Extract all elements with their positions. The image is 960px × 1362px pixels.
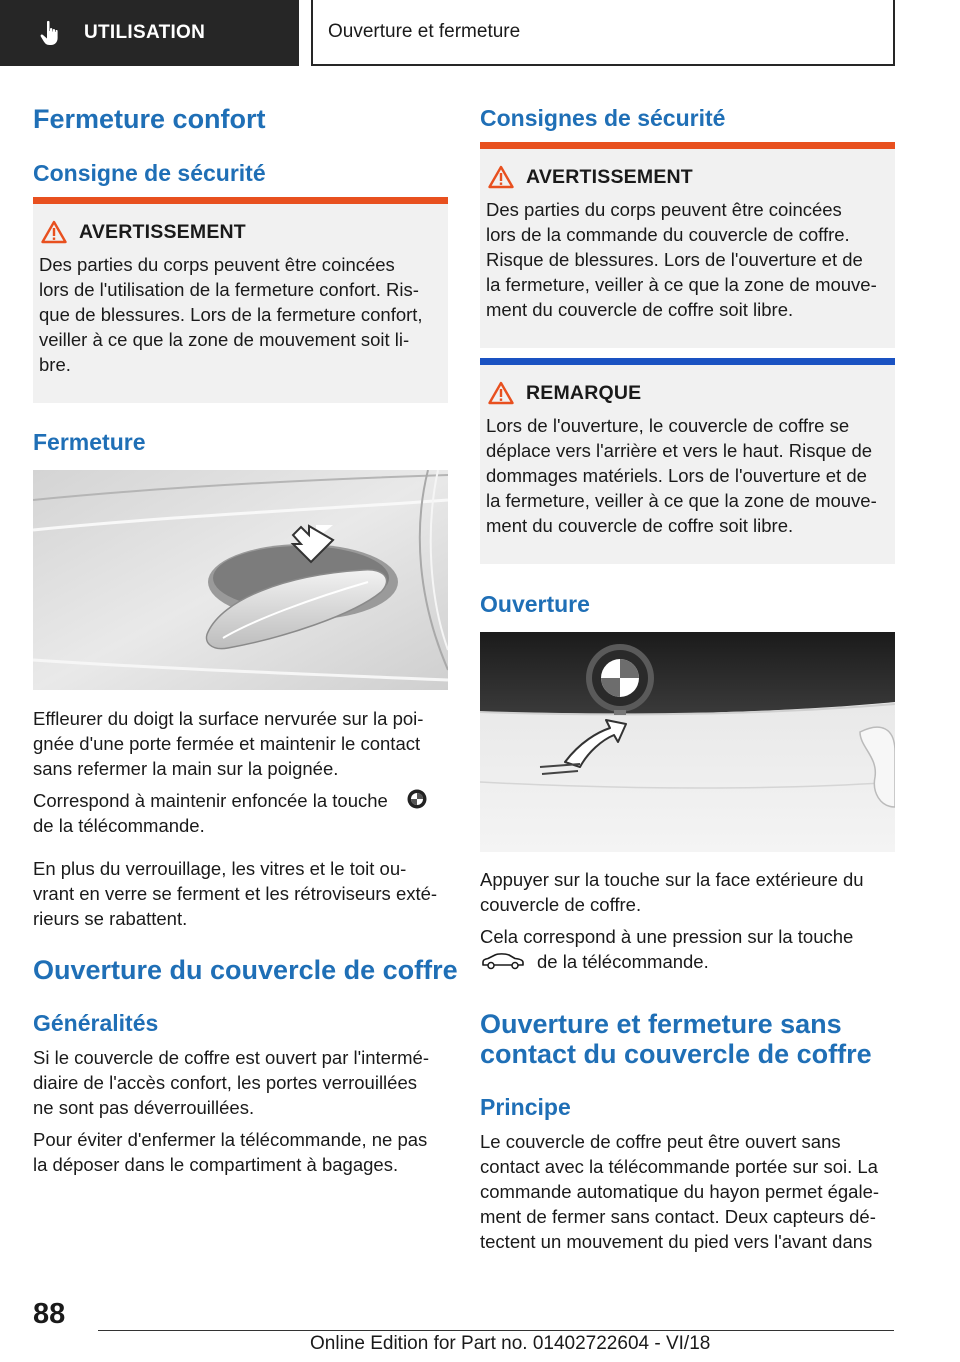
plus-text-line: rieurs se rabattent. xyxy=(33,908,188,929)
cela-line-1: Cela correspond à une pression sur la touche xyxy=(480,926,854,947)
warning-line: que de blessures. Lors de la fermeture confort, xyxy=(39,304,423,325)
correspond-text xyxy=(33,788,388,813)
fermeture-text-line: sans refermer la main sur la poignée. xyxy=(33,758,339,779)
heading-sans-contact-1: Ouverture et fermeture sans xyxy=(480,1009,842,1039)
warning-line: Des parties du corps peuvent être coincées xyxy=(39,254,395,275)
section-label: UTILISATION xyxy=(84,22,206,43)
heading-consignes-securite: Consignes de sécurité xyxy=(480,105,726,131)
heading-ouverture: Ouverture xyxy=(480,591,590,617)
generalites-text-line: diaire de l'accès confort, les portes verrouillées xyxy=(33,1072,417,1093)
warning-line: Risque de blessures. Lors de l'ouverture et de xyxy=(486,249,863,270)
principe-text-line: contact avec la télécommande portée sur soi. La xyxy=(480,1156,878,1177)
cela-line-2: de la télécommande. xyxy=(537,951,709,972)
page-number: 88 xyxy=(33,1298,66,1330)
page-header xyxy=(0,0,960,66)
warning-triangle-icon xyxy=(488,165,514,189)
appuyer-text-line: Appuyer sur la touche sur la face extérieure du xyxy=(480,869,864,890)
warning-triangle-icon xyxy=(488,381,514,405)
correspond-line-1: Correspond à maintenir enfoncée la touche xyxy=(33,790,388,811)
generalites-text-line: Si le couvercle de coffre est ouvert par l'intermé- xyxy=(33,1047,429,1068)
heading-ouverture-couvercle: Ouverture du couvercle de coffre xyxy=(33,955,458,985)
fermeture-text-line: Effleurer du doigt la surface nervurée sur la poi- xyxy=(33,708,424,729)
warning-line: bre. xyxy=(39,354,71,375)
door-handle-illustration xyxy=(33,470,448,690)
warning-line: la fermeture, veiller à ce que la zone de mouve- xyxy=(486,274,877,295)
heading-generalites: Généralités xyxy=(33,1010,159,1036)
warning-box-coffre xyxy=(480,142,895,348)
eviter-text-line: la déposer dans le compartiment à bagages. xyxy=(33,1154,399,1175)
warning-line: lors de la commande du couvercle de coffre. xyxy=(486,224,850,245)
principe-text-line: Le couvercle de coffre peut être ouvert sans xyxy=(480,1131,841,1152)
heading-principe: Principe xyxy=(480,1094,571,1120)
car-trunk-key-icon xyxy=(481,951,525,971)
note-line: la fermeture, veiller à ce que la zone de mouve- xyxy=(486,490,877,511)
note-box-remarque xyxy=(480,358,895,564)
bmw-logo-key-icon xyxy=(407,789,427,809)
warning-title: AVERTISSEMENT xyxy=(526,165,693,188)
warning-line: Des parties du corps peuvent être coincées xyxy=(486,199,842,220)
footer-divider xyxy=(98,1330,894,1331)
hand-pointer-icon xyxy=(40,20,62,46)
chapter-label: Ouverture et fermeture xyxy=(328,21,521,42)
note-title: REMARQUE xyxy=(526,381,642,404)
principe-text-line: ment de fermer sans contact. Deux capteurs dé- xyxy=(480,1206,876,1227)
plus-text-line: En plus du verrouillage, les vitres et le toit ou- xyxy=(33,858,407,879)
warning-line: veiller à ce que la zone de mouvement soit li- xyxy=(39,329,410,350)
plus-text-line: vrant en verre se ferment et les rétroviseurs exté- xyxy=(33,883,438,904)
note-line: Lors de l'ouverture, le couvercle de coffre se xyxy=(486,415,850,436)
heading-fermeture: Fermeture xyxy=(33,429,146,455)
principe-text-line: commande automatique du hayon permet égale- xyxy=(480,1181,880,1202)
chapter-tab xyxy=(311,0,895,66)
correspond-line-2: de la télécommande. xyxy=(33,815,205,836)
trunk-button-illustration xyxy=(480,632,895,852)
warning-line: lors de l'utilisation de la fermeture confort. Ris- xyxy=(39,279,419,300)
principe-text-line: tectent un mouvement du pied vers l'avant dans xyxy=(480,1231,873,1252)
note-line: dommages matériels. Lors de l'ouverture et de xyxy=(486,465,867,486)
section-tab xyxy=(0,0,299,66)
eviter-text-line: Pour éviter d'enfermer la télécommande, ne pas xyxy=(33,1129,428,1150)
note-line: déplace vers l'arrière et vers le haut. Risque de xyxy=(486,440,873,461)
edition-text: Online Edition for Part no. 01402722604 - VI/18 xyxy=(310,1333,711,1354)
heading-sans-contact-2: contact du couvercle de coffre xyxy=(480,1039,872,1069)
warning-title: AVERTISSEMENT xyxy=(79,220,246,243)
warning-triangle-icon xyxy=(41,220,67,244)
appuyer-text-line: couvercle de coffre. xyxy=(480,894,642,915)
note-line: ment du couvercle de coffre soit libre. xyxy=(486,515,794,536)
heading-consigne-securite: Consigne de sécurité xyxy=(33,160,266,186)
warning-line: ment du couvercle de coffre soit libre. xyxy=(486,299,794,320)
generalites-text-line: ne sont pas déverrouillées. xyxy=(33,1097,255,1118)
fermeture-text-line: gnée d'une porte fermée et maintenir le contact xyxy=(33,733,421,754)
warning-box-confort xyxy=(33,197,448,403)
heading-fermeture-confort: Fermeture confort xyxy=(33,104,266,134)
